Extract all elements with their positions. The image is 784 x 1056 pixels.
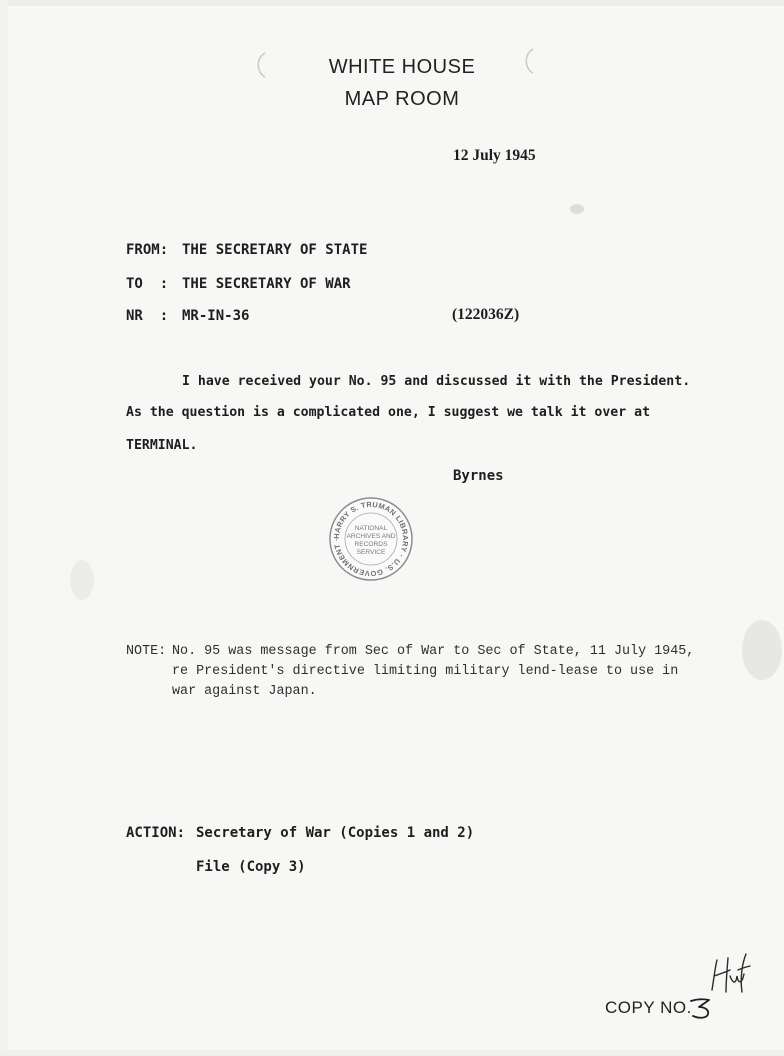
note-line-3: war against Japan. [172,684,317,699]
header-line-1: WHITE HOUSE [328,56,476,78]
to-label: TO : [126,276,169,292]
nr-label: NR : [126,308,169,324]
paper-blemish [70,560,94,600]
paper-blemish [570,204,584,214]
page-edge-left [0,0,8,1056]
action-label: ACTION: [126,825,186,841]
note-line-1: No. 95 was message from Sec of War to Sec of State, 11 July 1945, [172,644,695,659]
nr-value: MR-IN-36 [182,308,250,324]
stamp-center-line-3: RECORDS [354,541,388,548]
page-edge-bottom [0,1050,784,1056]
body-line-3: TERMINAL. [126,438,198,453]
copy-number-label: COPY NO. [605,998,692,1017]
action-line-2: File (Copy 3) [196,859,306,875]
archive-stamp [328,496,414,582]
signature-name: Byrnes [453,468,504,484]
from-label: FROM: [126,242,169,258]
page-edge-top [0,0,784,6]
paper-blemish [742,620,782,680]
note-label: NOTE: [126,644,167,659]
from-value: THE SECRETARY OF STATE [182,242,368,258]
copy-number-handwritten [688,996,712,1020]
stamp-ring-text: HARRY S. TRUMAN LIBRARY · U.S. GOVERNMENT · [331,499,411,579]
handwritten-initials [706,950,756,998]
to-value: THE SECRETARY OF WAR [182,276,351,292]
date-time-group: (122036Z) [452,306,520,323]
body-line-1: I have received your No. 95 and discussed it with the President. [182,374,691,389]
stamp-center-line-1: NATIONAL [354,525,388,532]
stamp-center-line-2: ARCHIVES AND [346,533,396,540]
stamp-center-line-4: SERVICE [356,549,386,556]
document-date: 12 July 1945 [453,147,536,164]
note-line-2: re President's directive limiting military lend-lease to use in [172,664,679,679]
body-line-2: As the question is a complicated one, I suggest we talk it over at [126,405,651,420]
action-line-1: Secretary of War (Copies 1 and 2) [196,825,475,841]
header-line-2: MAP ROOM [344,88,460,110]
